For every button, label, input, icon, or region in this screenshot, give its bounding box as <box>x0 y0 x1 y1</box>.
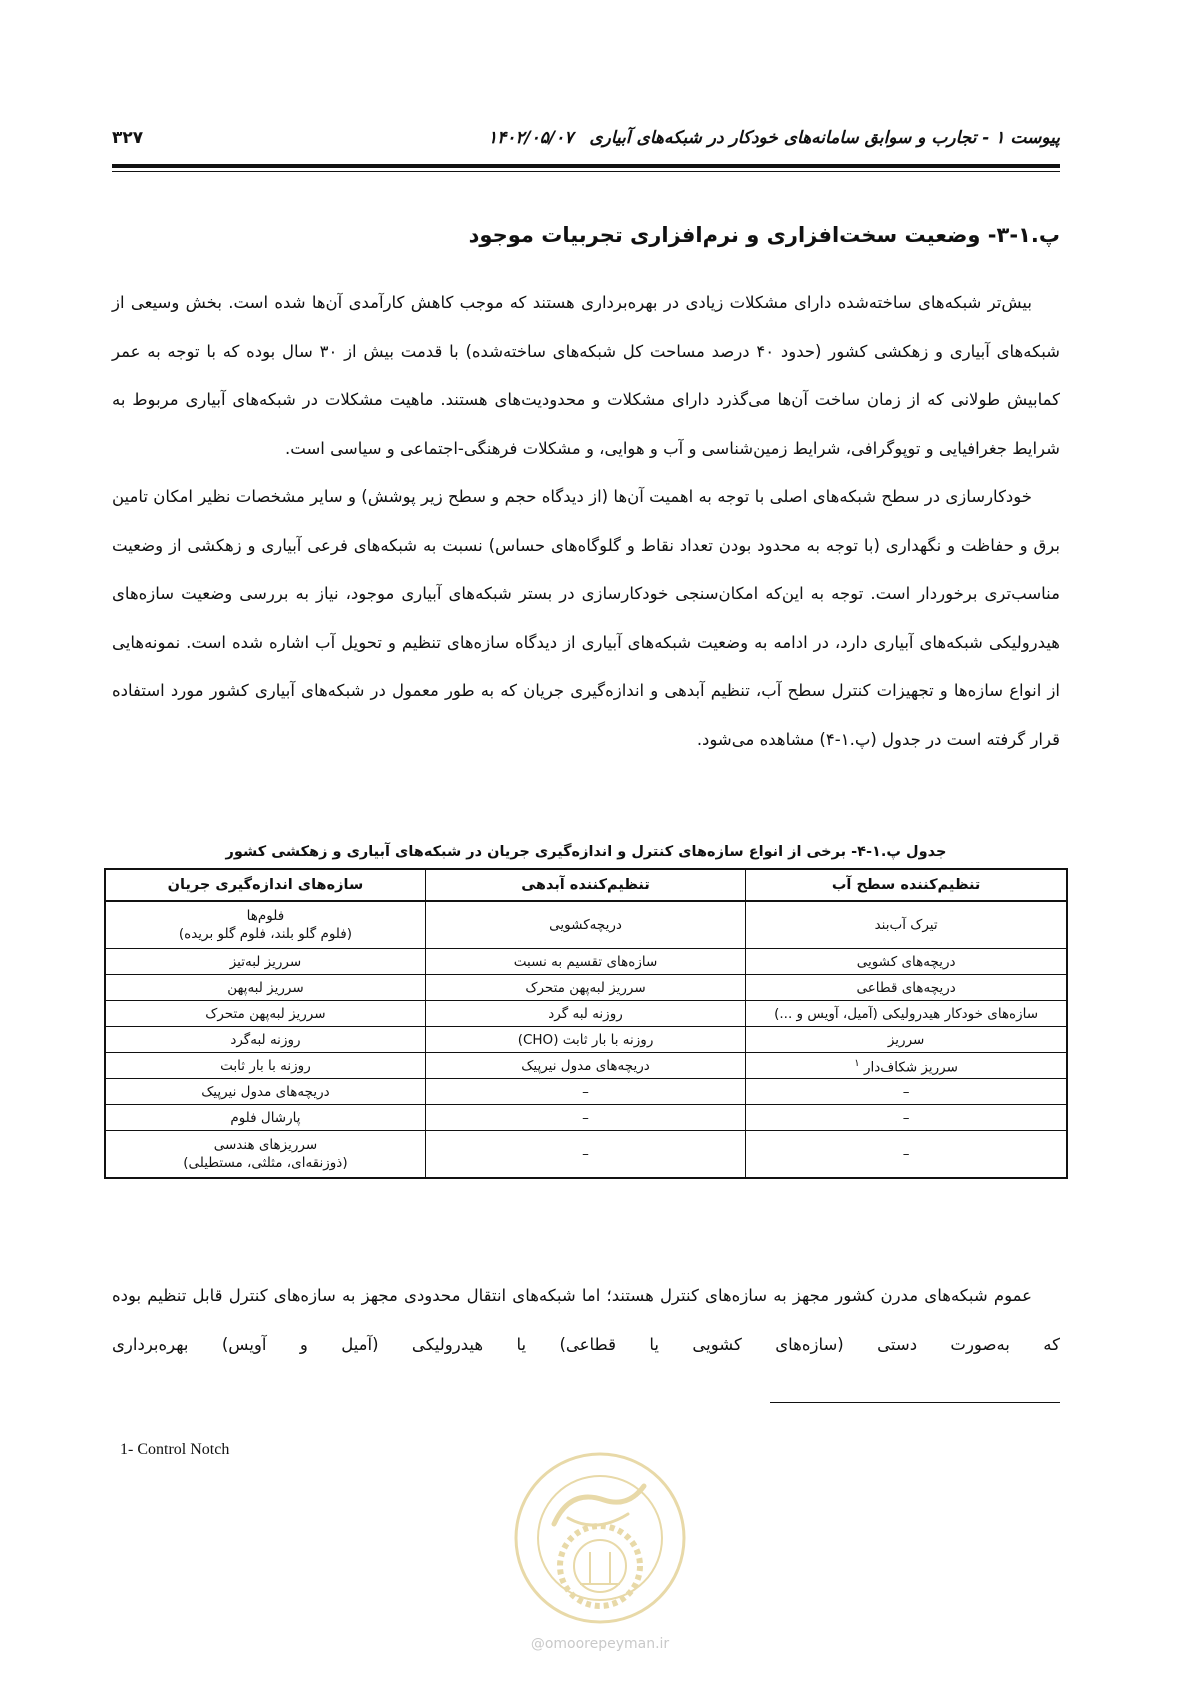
cell-text: سرریز شکاف‌دار <box>863 1059 958 1076</box>
table-row <box>105 1079 1067 1105</box>
table-cell <box>105 901 425 949</box>
table-cell <box>746 1053 1067 1079</box>
table-row <box>105 975 1067 1001</box>
table-row <box>105 1105 1067 1131</box>
paragraph: خودکارسازی در سطح شبکه‌های اصلی با توجه به اهمیت آن‌ها (از دیدگاه حجم و سطح زیر پوشش) و سایر مشخصات نظیر امکان تامین برق و حفاظت و نگهداری (با توجه به محدود بودن تعداد نقاط و گلوگاه‌های حساس) نسبت به شبکه‌های فرعی آبیاری و زهکشی از وضعیت مناسب‌تری برخوردار است. توجه به این‌که امکان‌سنجی خودکارسازی در بستر شبکه‌های آبیاری موجود، نیاز به بررسی وضعیت سازه‌های هیدرولیکی شبکه‌های آبیاری دارد، در ادامه به وضعیت شبکه‌های آبیاری از دیدگاه سازه‌های تنظیم و تحویل آب اشاره شده است. نمونه‌هایی از انواع سازه‌ها و تجهیزات کنترل سطح آب، تنظیم آبدهی و اندازه‌گیری جریان که به طور معمول در شبکه‌های آبیاری کشور مورد استفاده قرار گرفته است در جدول (پ.۱-۴) مشاهده می‌شود. <box>112 487 1060 749</box>
table-cell: سرریز لبه‌تیز <box>105 949 425 975</box>
table-row <box>105 901 1067 949</box>
logo-outer-ring <box>516 1454 684 1622</box>
page-header <box>112 128 1060 154</box>
header-date: ۱۴۰۲/۰۵/۰۷ <box>487 128 574 148</box>
column-header: تنظیم‌کننده آبدهی <box>425 869 745 901</box>
cell-subline: (ذوزنقه‌ای، مثلثی، مستطیلی) <box>183 1155 348 1171</box>
section-heading: پ.۱-۳- وضعیت سخت‌افزاری و نرم‌افزاری تجربیات موجود <box>468 223 1060 247</box>
table-cell: روزنه با بار ثابت <box>105 1053 425 1079</box>
table-cell: سازه‌های تقسیم به نسبت <box>425 949 745 975</box>
watermark-logo <box>510 1448 690 1628</box>
cell-line: سرریزهای هندسی <box>213 1137 318 1153</box>
table-cell: پارشال فلوم <box>105 1105 425 1131</box>
table-cell: – <box>425 1079 745 1105</box>
table-cell: روزنه با بار ثابت (CHO) <box>425 1027 745 1053</box>
table-cell: دریچه‌های قطاعی <box>746 975 1067 1001</box>
table-cell: دریچه‌های کشویی <box>746 949 1067 975</box>
table-cell: دریچه‌های مدول نیرپیک <box>425 1053 745 1079</box>
cell-subline: (فلوم گلو بلند، فلوم گلو بریده) <box>178 926 352 942</box>
table-cell: سازه‌های خودکار هیدرولیکی (آمیل، آویس و ...) <box>746 1001 1067 1027</box>
paragraph: بیش‌تر شبکه‌های ساخته‌شده دارای مشکلات زیادی در بهره‌برداری هستند که موجب کاهش کارآمدی آن‌ها شده است. بخش وسیعی از شبکه‌های آبیاری و زهکشی کشور (حدود ۴۰ درصد مساحت کل شبکه‌های ساخته‌شده) با قدمت بیش از ۳۰ سال بوده که با توجه به عمر کمابیش طولانی که از زمان ساخت آن‌ها می‌گذرد دارای مشکلات و محدودیت‌های هستند. ماهیت مشکلات در شبکه‌های آبیاری مربوط به شرایط جغرافیایی و توپوگرافی، شرایط زمین‌شناسی و آب و هوایی، و مشکلات فرهنگی-اجتماعی و سیاسی است. <box>112 293 1060 458</box>
table-cell: تیرک آب‌بند <box>746 901 1067 949</box>
table-row <box>105 1027 1067 1053</box>
header-rule-thin <box>112 171 1060 172</box>
logo-building-icon <box>580 1552 620 1584</box>
paragraph: عموم شبکه‌های مدرن کشور مجهز به سازه‌های کنترل هستند؛ اما شبکه‌های انتقال محدودی مجهز به سازه‌های کنترل قابل تنظیم بوده که به‌صورت دستی (سازه‌های کشویی یا قطاعی) یا هیدرولیکی (آمیل و آویس) بهره‌برداری <box>112 1286 1060 1354</box>
table-cell: سرریز لبه‌پهن <box>105 975 425 1001</box>
page-number: ۳۲۷ <box>112 128 144 148</box>
header-title <box>488 128 1060 148</box>
structures-table <box>104 868 1068 1179</box>
logo-gear <box>560 1526 640 1606</box>
footnote-rule <box>770 1402 1060 1403</box>
column-header: تنظیم‌کننده سطح آب <box>746 869 1067 901</box>
header-rule <box>112 164 1060 168</box>
table-cell: سرریز لبه‌پهن متحرک <box>425 975 745 1001</box>
logo-calligraphy-stroke <box>568 1514 628 1525</box>
table-row <box>105 949 1067 975</box>
logo-inner-ring <box>538 1476 662 1600</box>
table-row <box>105 1053 1067 1079</box>
table-cell: سرریز لبه‌پهن متحرک <box>105 1001 425 1027</box>
column-header: سازه‌های اندازه‌گیری جریان <box>105 869 425 901</box>
table-cell: – <box>425 1105 745 1131</box>
watermark-text: @omoorepeyman.ir <box>530 1636 670 1652</box>
table-cell: – <box>746 1105 1067 1131</box>
cell-line: فلوم‌ها <box>246 908 285 924</box>
body-text <box>112 279 1060 764</box>
footnote-marker: ۱ <box>854 1057 860 1069</box>
table-header-row <box>105 869 1067 901</box>
table-caption: جدول پ.۱-۴- برخی از انواع سازه‌های کنترل و اندازه‌گیری جریان در شبکه‌های آبیاری و زهکشی کشور <box>225 844 947 860</box>
table-row <box>105 1001 1067 1027</box>
table-cell: – <box>746 1131 1067 1179</box>
body-text-continued <box>112 1272 1060 1369</box>
table-cell: – <box>425 1131 745 1179</box>
table-cell: – <box>746 1079 1067 1105</box>
table-cell: روزنه لبه‌گرد <box>105 1027 425 1053</box>
table-cell: سرریز <box>746 1027 1067 1053</box>
table-cell: روزنه لبه گرد <box>425 1001 745 1027</box>
table-row <box>105 1131 1067 1179</box>
table-cell: دریچه‌کشویی <box>425 901 745 949</box>
header-title-text: پیوست ۱ - تجارب و سوابق سامانه‌های خودکار در شبکه‌های آبیاری <box>589 128 1060 148</box>
footnote: 1- Control Notch <box>120 1441 230 1458</box>
table-cell: دریچه‌های مدول نیرپیک <box>105 1079 425 1105</box>
table-cell <box>105 1131 425 1179</box>
